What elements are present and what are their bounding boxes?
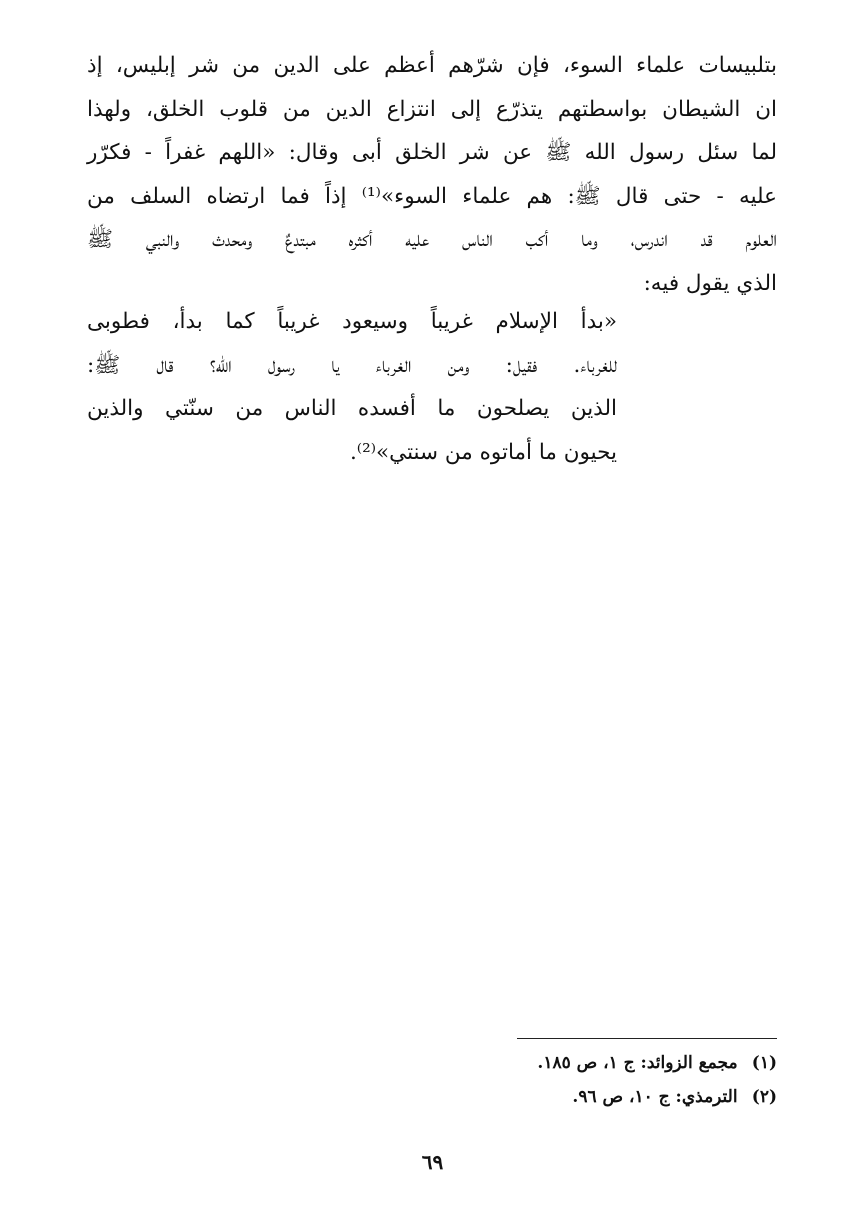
paragraph-line: العلوم قد اندرس، وما أكب الناس عليه أكثره مبتدعٌ ومحدث والنبي ﷺ bbox=[87, 227, 777, 252]
quote-line: «بدأ الإسلام غريباً وسيعود غريباً كما بدأ، فطوبى bbox=[87, 309, 617, 334]
paragraph-line: لما سئل رسول الله ﷺ عن شر الخلق أبى وقال: «اللهم غفراً - فكرّر bbox=[87, 140, 777, 165]
paragraph-line: الذي يقول فيه: bbox=[643, 270, 777, 296]
main-paragraph bbox=[87, 44, 777, 305]
footnote-number: (١) bbox=[751, 1053, 777, 1073]
hadith-quote bbox=[87, 300, 617, 474]
paragraph-line: بتلبيسات علماء السوء، فإن شرّهم أعظم على الدين من شر إبليس، إذ bbox=[87, 53, 777, 78]
footnote-item bbox=[357, 1080, 777, 1114]
quote-line: الذين يصلحون ما أفسده الناس من سنّتي والذين bbox=[87, 396, 617, 421]
page-number: ٦٩ bbox=[421, 1150, 444, 1174]
paragraph-line: عليه - حتى قال ﷺ: هم علماء السوء»⁽¹⁾ إذاً فما ارتضاه السلف من bbox=[87, 183, 778, 209]
paragraph-line: ان الشيطان بواسطتهم يتذرّع إلى انتزاع الدين من قلوب الخلق، ولهذا bbox=[87, 96, 777, 122]
footnote-separator bbox=[517, 1038, 777, 1039]
footnote-number: (٢) bbox=[751, 1087, 777, 1107]
quote-line: للغرباء. فقيل: ومن الغرباء يا رسول الله؟ قال ﷺ: bbox=[87, 352, 617, 378]
footnote-item bbox=[357, 1046, 777, 1080]
quote-line: يحيون ما أماتوه من سنتي»⁽²⁾. bbox=[349, 439, 617, 465]
footnote-text: الترمذي: ج ١٠، ص ٩٦. bbox=[572, 1087, 738, 1107]
footnote-text: مجمع الزوائد: ج ١، ص ١٨٥. bbox=[537, 1053, 738, 1073]
footnotes bbox=[357, 1046, 777, 1114]
